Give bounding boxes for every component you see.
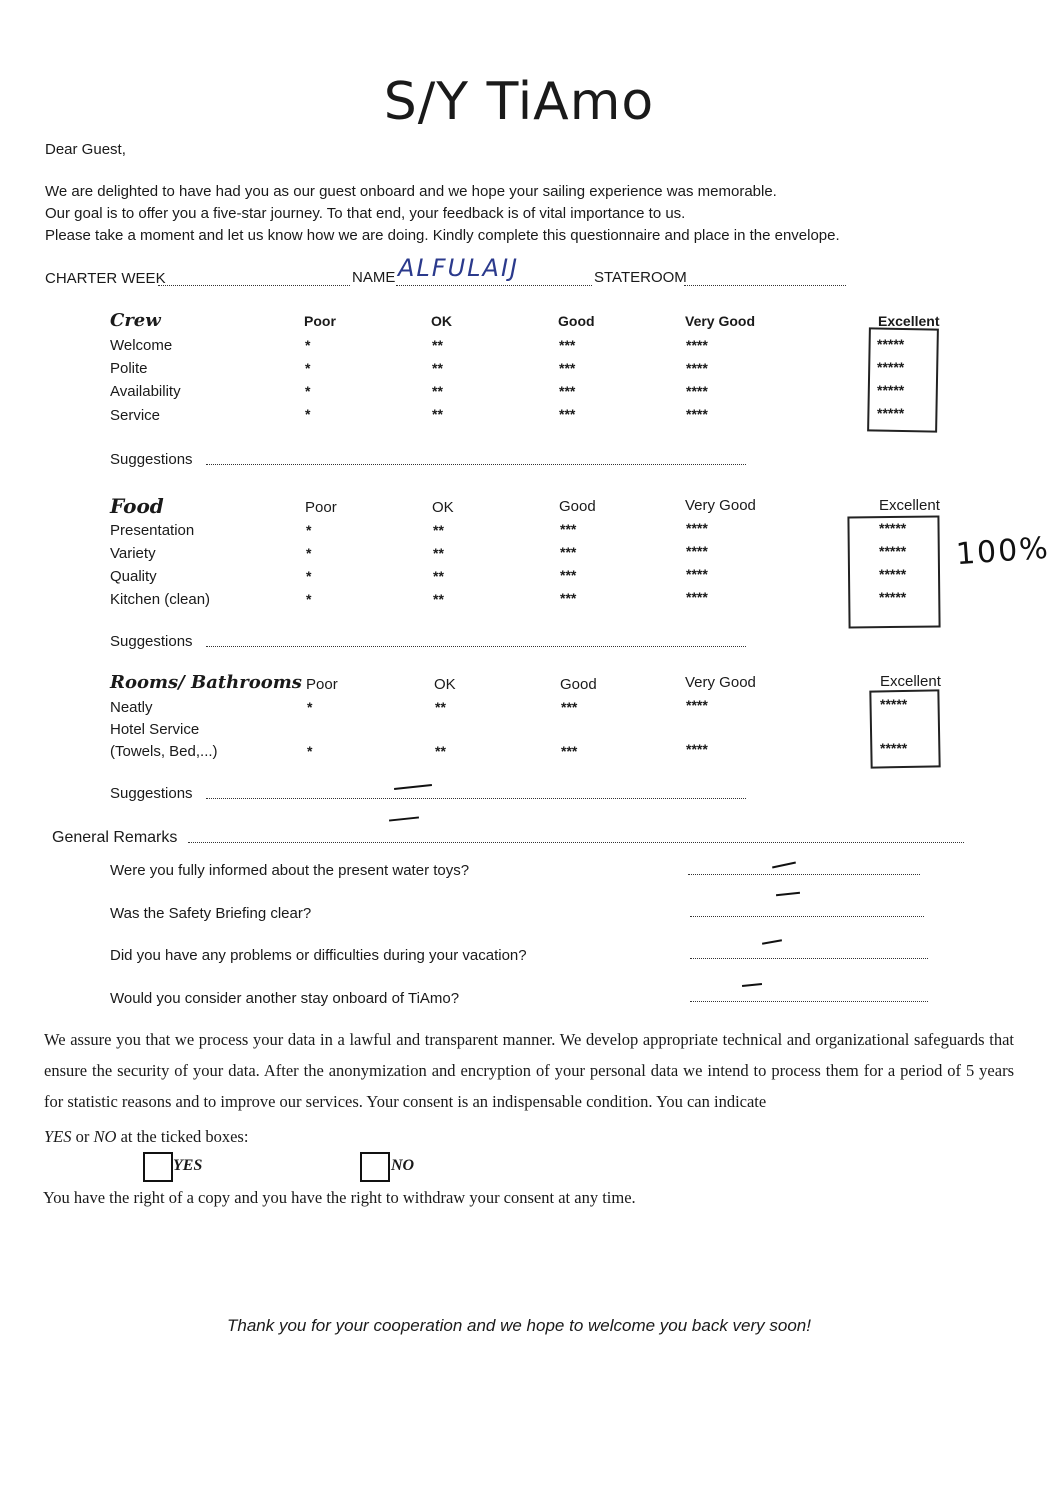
food-suggestions-label: Suggestions	[110, 633, 193, 650]
crew-item-service: Service	[110, 407, 161, 424]
crew-rating-good: Good	[558, 313, 595, 329]
consent-or-word: or	[71, 1127, 94, 1146]
star-rating-2[interactable]: **	[435, 743, 446, 759]
star-rating-3[interactable]: ***	[560, 590, 577, 606]
general-remarks-field[interactable]	[188, 842, 964, 843]
pen-dash-mark	[762, 939, 782, 944]
food-excellent-selection-box	[847, 516, 940, 629]
star-rating-4[interactable]: ****	[686, 741, 708, 757]
star-rating-1[interactable]: *	[305, 360, 311, 376]
star-rating-3[interactable]: ***	[559, 406, 576, 422]
rooms-suggestions-field[interactable]	[206, 798, 746, 799]
crew-item-availability: Availability	[110, 383, 181, 400]
pen-dash-mark	[389, 816, 419, 821]
food-rating-very-good: Very Good	[685, 497, 756, 514]
name-handwritten-value: ALFULAIJ	[398, 254, 520, 282]
food-item-kitchen: Kitchen (clean)	[110, 591, 211, 608]
crew-suggestions-label: Suggestions	[110, 451, 193, 468]
star-rating-4[interactable]: ****	[686, 520, 708, 536]
crew-rating-ok: OK	[431, 313, 452, 329]
star-rating-2[interactable]: **	[433, 545, 444, 561]
star-rating-4[interactable]: ****	[686, 360, 708, 376]
pen-dash-mark	[394, 784, 432, 790]
star-rating-1[interactable]: *	[306, 568, 312, 584]
pen-dash-mark	[742, 983, 762, 987]
no-checkbox[interactable]	[360, 1152, 390, 1182]
rooms-rating-ok: OK	[434, 676, 456, 693]
food-handwritten-note: 100%	[954, 530, 1051, 573]
star-rating-5[interactable]: *****	[880, 740, 908, 756]
star-rating-5[interactable]: *****	[879, 520, 907, 536]
star-rating-1[interactable]: *	[305, 406, 311, 422]
star-rating-2[interactable]: **	[432, 383, 443, 399]
question-water-toys: Were you fully informed about the present water toys?	[110, 862, 470, 879]
crew-rating-poor: Poor	[304, 313, 336, 329]
star-rating-2[interactable]: **	[433, 591, 444, 607]
rooms-section-title: Rooms/ Bathrooms	[110, 672, 302, 693]
star-rating-2[interactable]: **	[432, 337, 443, 353]
rooms-item-towels-bed: (Towels, Bed,...)	[110, 743, 218, 760]
star-rating-3[interactable]: ***	[559, 337, 576, 353]
food-item-presentation: Presentation	[110, 522, 195, 539]
pen-dash-mark	[772, 862, 796, 869]
star-rating-1[interactable]: *	[305, 337, 311, 353]
food-section-title: Food	[110, 494, 164, 518]
food-suggestions-field[interactable]	[206, 646, 746, 647]
star-rating-2[interactable]: **	[433, 522, 444, 538]
consent-rights-text: You have the right of a copy and you have the right to withdraw your consent at any time.	[43, 1188, 636, 1207]
star-rating-5[interactable]: *****	[880, 696, 908, 712]
consent-no-word: NO	[93, 1127, 117, 1146]
yes-checkbox[interactable]	[143, 1152, 173, 1182]
star-rating-5[interactable]: *****	[877, 405, 905, 421]
charter-week-field[interactable]	[158, 285, 350, 286]
star-rating-4[interactable]: ****	[686, 697, 708, 713]
star-rating-3[interactable]: ***	[561, 699, 578, 715]
star-rating-3[interactable]: ***	[560, 521, 577, 537]
star-rating-1[interactable]: *	[307, 743, 313, 759]
intro-line-3: Please take a moment and let us know how we are doing. Kindly complete this questionnaire and place in the envelope.	[45, 227, 840, 244]
consent-yes-no-line	[44, 1127, 248, 1147]
star-rating-4[interactable]: ****	[686, 406, 708, 422]
consent-instruction-suffix: at the ticked boxes:	[116, 1127, 249, 1146]
star-rating-4[interactable]: ****	[686, 337, 708, 353]
star-rating-3[interactable]: ***	[559, 360, 576, 376]
star-rating-3[interactable]: ***	[560, 544, 577, 560]
crew-item-welcome: Welcome	[110, 337, 173, 354]
rooms-item-hotel-service: Hotel Service	[110, 721, 200, 738]
star-rating-2[interactable]: **	[432, 406, 443, 422]
intro-line-2: Our goal is to offer you a five-star journey. To that end, your feedback is of vital importance to us.	[45, 205, 686, 222]
no-checkbox-label: NO	[391, 1157, 415, 1174]
intro-line-1: We are delighted to have had you as our guest onboard and we hope your sailing experience was memorable.	[45, 183, 777, 200]
general-remarks-label: General Remarks	[52, 829, 178, 846]
name-label: NAME	[352, 269, 396, 286]
food-rating-good: Good	[559, 498, 596, 515]
greeting: Dear Guest,	[45, 141, 126, 158]
thank-you-text: Thank you for your cooperation and we hope to welcome you back very soon!	[226, 1316, 811, 1335]
consent-paragraph: We assure you that we process your data in a lawful and transparent manner. We develop appropriate technical and organizational safeguards that ensure the security of your data. After the anonymization and encryption of your personal data we intend to process them for a period of 5 years for statistic reasons and to improve our services. Your consent is an indispensable condition. You can indicate	[44, 1030, 1014, 1111]
name-field[interactable]	[396, 285, 592, 286]
crew-rating-very-good: Very Good	[685, 313, 756, 329]
star-rating-4[interactable]: ****	[686, 383, 708, 399]
crew-section-title: Crew	[110, 310, 161, 331]
rooms-rating-good: Good	[560, 676, 597, 693]
answer-another-stay-field[interactable]	[690, 1001, 928, 1002]
star-rating-1[interactable]: *	[306, 591, 312, 607]
yes-checkbox-label: YES	[173, 1157, 203, 1174]
consent-yes-word: YES	[44, 1127, 72, 1146]
star-rating-2[interactable]: **	[435, 699, 446, 715]
answer-problems-field[interactable]	[690, 958, 928, 959]
pen-dash-mark	[776, 892, 800, 896]
stateroom-field[interactable]	[684, 285, 846, 286]
star-rating-5[interactable]: *****	[879, 543, 907, 559]
crew-rating-excellent: Excellent	[878, 313, 940, 329]
rooms-rating-poor: Poor	[306, 676, 338, 693]
star-rating-5[interactable]: *****	[877, 359, 905, 375]
star-rating-5[interactable]: *****	[879, 589, 907, 605]
food-item-quality: Quality	[110, 568, 157, 585]
star-rating-5[interactable]: *****	[879, 566, 907, 582]
stateroom-label: STATEROOM	[594, 269, 687, 286]
star-rating-1[interactable]: *	[305, 383, 311, 399]
question-safety-briefing: Was the Safety Briefing clear?	[110, 905, 312, 922]
rooms-suggestions-label: Suggestions	[110, 785, 193, 802]
rooms-rating-excellent: Excellent	[880, 673, 941, 690]
star-rating-1[interactable]: *	[306, 522, 312, 538]
food-rating-poor: Poor	[305, 499, 337, 516]
rooms-rating-very-good: Very Good	[685, 674, 756, 691]
star-rating-1[interactable]: *	[306, 545, 312, 561]
food-rating-ok: OK	[432, 499, 454, 516]
star-rating-3[interactable]: ***	[560, 567, 577, 583]
charter-week-label: CHARTER WEEK	[45, 270, 166, 287]
star-rating-1[interactable]: *	[307, 699, 313, 715]
star-rating-2[interactable]: **	[432, 360, 443, 376]
star-rating-3[interactable]: ***	[559, 383, 576, 399]
food-item-variety: Variety	[110, 545, 156, 562]
rooms-item-neatly: Neatly	[110, 699, 153, 716]
page-title: S/Y TiAmo	[383, 72, 655, 132]
star-rating-2[interactable]: **	[433, 568, 444, 584]
question-another-stay: Would you consider another stay onboard of TiAmo?	[110, 990, 460, 1007]
star-rating-4[interactable]: ****	[686, 589, 708, 605]
rooms-excellent-selection-box	[869, 689, 940, 768]
star-rating-4[interactable]: ****	[686, 543, 708, 559]
answer-safety-briefing-field[interactable]	[690, 916, 924, 917]
star-rating-3[interactable]: ***	[561, 743, 578, 759]
star-rating-5[interactable]: *****	[877, 336, 905, 352]
star-rating-5[interactable]: *****	[877, 382, 905, 398]
star-rating-4[interactable]: ****	[686, 566, 708, 582]
crew-item-polite: Polite	[110, 360, 148, 377]
question-problems: Did you have any problems or difficulties during your vacation?	[110, 947, 527, 964]
food-rating-excellent: Excellent	[879, 497, 940, 514]
crew-suggestions-field[interactable]	[206, 464, 746, 465]
crew-excellent-selection-box	[867, 327, 939, 432]
answer-water-toys-field[interactable]	[688, 874, 920, 875]
